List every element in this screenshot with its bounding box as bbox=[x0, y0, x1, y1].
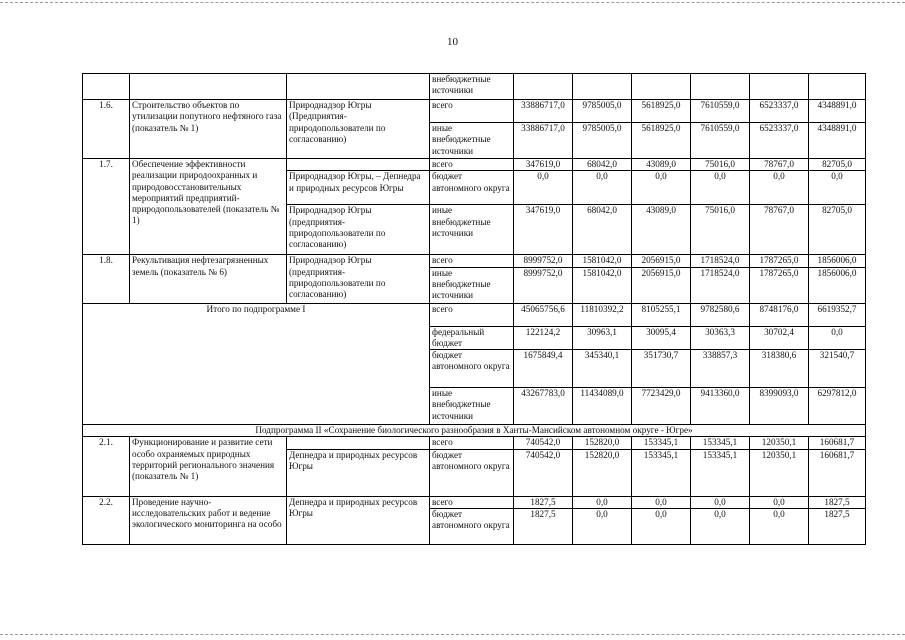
y2015-cell: 351730,7 bbox=[632, 350, 691, 388]
number-cell: 2.2. bbox=[83, 496, 130, 544]
y2016-cell: 0,0 bbox=[691, 496, 750, 508]
y2015-cell: 5618925,0 bbox=[632, 100, 691, 123]
y2018-cell: 160681,7 bbox=[809, 449, 866, 496]
executor-cell: Депнедра и природных ресурсов Югры bbox=[287, 449, 430, 496]
y2016-cell: 1718524,0 bbox=[691, 267, 750, 303]
y2017-cell: 0,0 bbox=[750, 496, 809, 508]
page-number: 10 bbox=[447, 36, 458, 48]
budget-table bbox=[82, 73, 866, 545]
event-cell: Строительство объектов по утилизации попутного нефтяного газа (показатель № 1) bbox=[130, 100, 287, 159]
source-cell: всего bbox=[430, 496, 514, 508]
table-row bbox=[83, 425, 866, 437]
y2017-cell: 8399093,0 bbox=[750, 388, 809, 425]
executor-cell: Природнадзор Югры (предприятия-природопользователи по согласованию) bbox=[287, 205, 430, 255]
y2015-cell: 2056915,0 bbox=[632, 267, 691, 303]
total-cell: 740542,0 bbox=[514, 449, 573, 496]
y2016-cell: 7610559,0 bbox=[691, 123, 750, 159]
y2015-cell: 0,0 bbox=[632, 496, 691, 508]
scan-edge-bottom bbox=[0, 634, 905, 635]
y2014-cell: 0,0 bbox=[573, 496, 632, 508]
source-cell: иные внебюджетные источники bbox=[430, 267, 514, 303]
y2016-cell: 9782580,6 bbox=[691, 303, 750, 326]
y2014-cell: 1581042,0 bbox=[573, 267, 632, 303]
source-cell: федеральный бюджет bbox=[430, 326, 514, 350]
event-cell: Проведение научно-исследовательских работ и ведение экологического мониторинга на особо bbox=[130, 496, 287, 544]
event-cell bbox=[130, 74, 287, 100]
source-cell: иные внебюджетные источники bbox=[430, 205, 514, 255]
y2014-cell: 0,0 bbox=[573, 509, 632, 545]
y2017-cell: 78767,0 bbox=[750, 205, 809, 255]
y2015-cell: 8105255,1 bbox=[632, 303, 691, 326]
event-cell: Обеспечение эффективности реализации природоохранных и природовосстановительных мероприятий предприятий-природопользователей (показатель № 1) bbox=[130, 159, 287, 255]
total-cell: 347619,0 bbox=[514, 205, 573, 255]
y2017-cell: 1787265,0 bbox=[750, 255, 809, 267]
y2016-cell: 153345,1 bbox=[691, 449, 750, 496]
y2018-cell: 1827,5 bbox=[809, 509, 866, 545]
number-cell bbox=[83, 74, 130, 100]
executor-cell bbox=[287, 159, 430, 171]
total-cell: 740542,0 bbox=[514, 437, 573, 449]
subtotal-label-cell: Итого по подпрограмме I bbox=[83, 303, 430, 425]
y2016-cell: 153345,1 bbox=[691, 437, 750, 449]
y2015-cell: 0,0 bbox=[632, 509, 691, 545]
y2017-cell: 6523337,0 bbox=[750, 123, 809, 159]
source-cell: всего bbox=[430, 255, 514, 267]
y2016-cell: 1718524,0 bbox=[691, 255, 750, 267]
y2018-cell: 4348891,0 bbox=[809, 100, 866, 123]
y2014-cell: 152820,0 bbox=[573, 437, 632, 449]
y2014-cell: 152820,0 bbox=[573, 449, 632, 496]
y2016-cell: 30363,3 bbox=[691, 326, 750, 350]
table-row bbox=[83, 437, 866, 449]
source-cell: внебюджетные источники bbox=[430, 74, 514, 100]
y2018-cell bbox=[809, 74, 866, 100]
event-cell: Рекультивация нефтезагрязненных земель (показатель № 6) bbox=[130, 255, 287, 303]
y2018-cell: 82705,0 bbox=[809, 159, 866, 171]
y2018-cell: 6297812,0 bbox=[809, 388, 866, 425]
number-cell: 1.7. bbox=[83, 159, 130, 255]
y2018-cell: 4348891,0 bbox=[809, 123, 866, 159]
number-cell: 1.6. bbox=[83, 100, 130, 159]
y2015-cell: 153345,1 bbox=[632, 449, 691, 496]
y2014-cell: 345340,1 bbox=[573, 350, 632, 388]
y2016-cell: 75016,0 bbox=[691, 159, 750, 171]
y2014-cell: 11434089,0 bbox=[573, 388, 632, 425]
y2018-cell: 0,0 bbox=[809, 326, 866, 350]
source-cell: бюджет автономного округа bbox=[430, 449, 514, 496]
y2016-cell bbox=[691, 74, 750, 100]
table-row bbox=[83, 255, 866, 267]
y2018-cell: 82705,0 bbox=[809, 205, 866, 255]
y2015-cell: 43089,0 bbox=[632, 159, 691, 171]
source-cell: бюджет автономного округа bbox=[430, 350, 514, 388]
executor-cell: Природнадзор Югры (предприятия-природопользователи по согласованию) bbox=[287, 255, 430, 303]
y2017-cell: 120350,1 bbox=[750, 437, 809, 449]
number-cell: 1.8. bbox=[83, 255, 130, 303]
y2018-cell: 1856006,0 bbox=[809, 255, 866, 267]
total-cell: 1827,5 bbox=[514, 496, 573, 508]
y2014-cell bbox=[573, 74, 632, 100]
y2014-cell: 1581042,0 bbox=[573, 255, 632, 267]
y2016-cell: 0,0 bbox=[691, 509, 750, 545]
y2014-cell: 0,0 bbox=[573, 171, 632, 205]
y2014-cell: 30963,1 bbox=[573, 326, 632, 350]
source-cell: всего bbox=[430, 437, 514, 449]
y2015-cell bbox=[632, 74, 691, 100]
total-cell: 347619,0 bbox=[514, 159, 573, 171]
total-cell: 45065756,6 bbox=[514, 303, 573, 326]
y2015-cell: 0,0 bbox=[632, 171, 691, 205]
source-cell: всего bbox=[430, 100, 514, 123]
y2017-cell: 318380,6 bbox=[750, 350, 809, 388]
table-row bbox=[83, 159, 866, 171]
executor-cell: Природнадзор Югры, – Депнедра и природных ресурсов Югры bbox=[287, 171, 430, 205]
source-cell: всего bbox=[430, 159, 514, 171]
y2017-cell: 0,0 bbox=[750, 171, 809, 205]
y2015-cell: 153345,1 bbox=[632, 437, 691, 449]
source-cell: иные внебюджетные источники bbox=[430, 123, 514, 159]
y2017-cell: 78767,0 bbox=[750, 159, 809, 171]
total-cell: 1675849,4 bbox=[514, 350, 573, 388]
y2016-cell: 9413360,0 bbox=[691, 388, 750, 425]
y2015-cell: 7723429,0 bbox=[632, 388, 691, 425]
scan-edge-top bbox=[0, 2, 905, 3]
y2014-cell: 9785005,0 bbox=[573, 100, 632, 123]
y2018-cell: 321540,7 bbox=[809, 350, 866, 388]
source-cell: всего bbox=[430, 303, 514, 326]
y2016-cell: 75016,0 bbox=[691, 205, 750, 255]
executor-cell bbox=[287, 437, 430, 449]
y2015-cell: 5618925,0 bbox=[632, 123, 691, 159]
y2016-cell: 338857,3 bbox=[691, 350, 750, 388]
event-cell: Функционирование и развитие сети особо охраняемых природных территорий регионального значения (показатель № 1) bbox=[130, 437, 287, 496]
y2018-cell: 1827,5 bbox=[809, 496, 866, 508]
y2017-cell: 30702,4 bbox=[750, 326, 809, 350]
y2015-cell: 2056915,0 bbox=[632, 255, 691, 267]
total-cell bbox=[514, 74, 573, 100]
y2017-cell: 0,0 bbox=[750, 509, 809, 545]
table-row bbox=[83, 74, 866, 100]
y2016-cell: 0,0 bbox=[691, 171, 750, 205]
number-cell: 2.1. bbox=[83, 437, 130, 496]
y2017-cell: 1787265,0 bbox=[750, 267, 809, 303]
y2017-cell: 6523337,0 bbox=[750, 100, 809, 123]
y2017-cell: 120350,1 bbox=[750, 449, 809, 496]
y2015-cell: 43089,0 bbox=[632, 205, 691, 255]
total-cell: 33886717,0 bbox=[514, 123, 573, 159]
y2018-cell: 160681,7 bbox=[809, 437, 866, 449]
total-cell: 33886717,0 bbox=[514, 100, 573, 123]
y2018-cell: 0,0 bbox=[809, 171, 866, 205]
y2018-cell: 6619352,7 bbox=[809, 303, 866, 326]
y2014-cell: 11810392,2 bbox=[573, 303, 632, 326]
executor-cell: Природнадзор Югры (Предприятия-природопользователи по согласованию) bbox=[287, 100, 430, 159]
y2017-cell bbox=[750, 74, 809, 100]
y2016-cell: 7610559,0 bbox=[691, 100, 750, 123]
source-cell: иные внебюджетные источники bbox=[430, 388, 514, 425]
y2017-cell: 8748176,0 bbox=[750, 303, 809, 326]
y2014-cell: 68042,0 bbox=[573, 205, 632, 255]
y2018-cell: 1856006,0 bbox=[809, 267, 866, 303]
source-cell: бюджет автономного округа bbox=[430, 171, 514, 205]
total-cell: 43267783,0 bbox=[514, 388, 573, 425]
table-row bbox=[83, 496, 866, 508]
y2014-cell: 68042,0 bbox=[573, 159, 632, 171]
table-row bbox=[83, 100, 866, 123]
executor-cell: Депнедра и природных ресурсов Югры bbox=[287, 496, 430, 544]
total-cell: 8999752,0 bbox=[514, 255, 573, 267]
table-row bbox=[83, 303, 866, 326]
subprogram-heading-cell: Подпрограмма II «Сохранение биологического разнообразия в Ханты-Мансийском автономном округе - Югре» bbox=[83, 425, 866, 437]
source-cell: бюджет автономного округа bbox=[430, 509, 514, 545]
total-cell: 1827,5 bbox=[514, 509, 573, 545]
total-cell: 0,0 bbox=[514, 171, 573, 205]
total-cell: 122124,2 bbox=[514, 326, 573, 350]
y2014-cell: 9785005,0 bbox=[573, 123, 632, 159]
executor-cell bbox=[287, 74, 430, 100]
y2015-cell: 30095,4 bbox=[632, 326, 691, 350]
total-cell: 8999752,0 bbox=[514, 267, 573, 303]
